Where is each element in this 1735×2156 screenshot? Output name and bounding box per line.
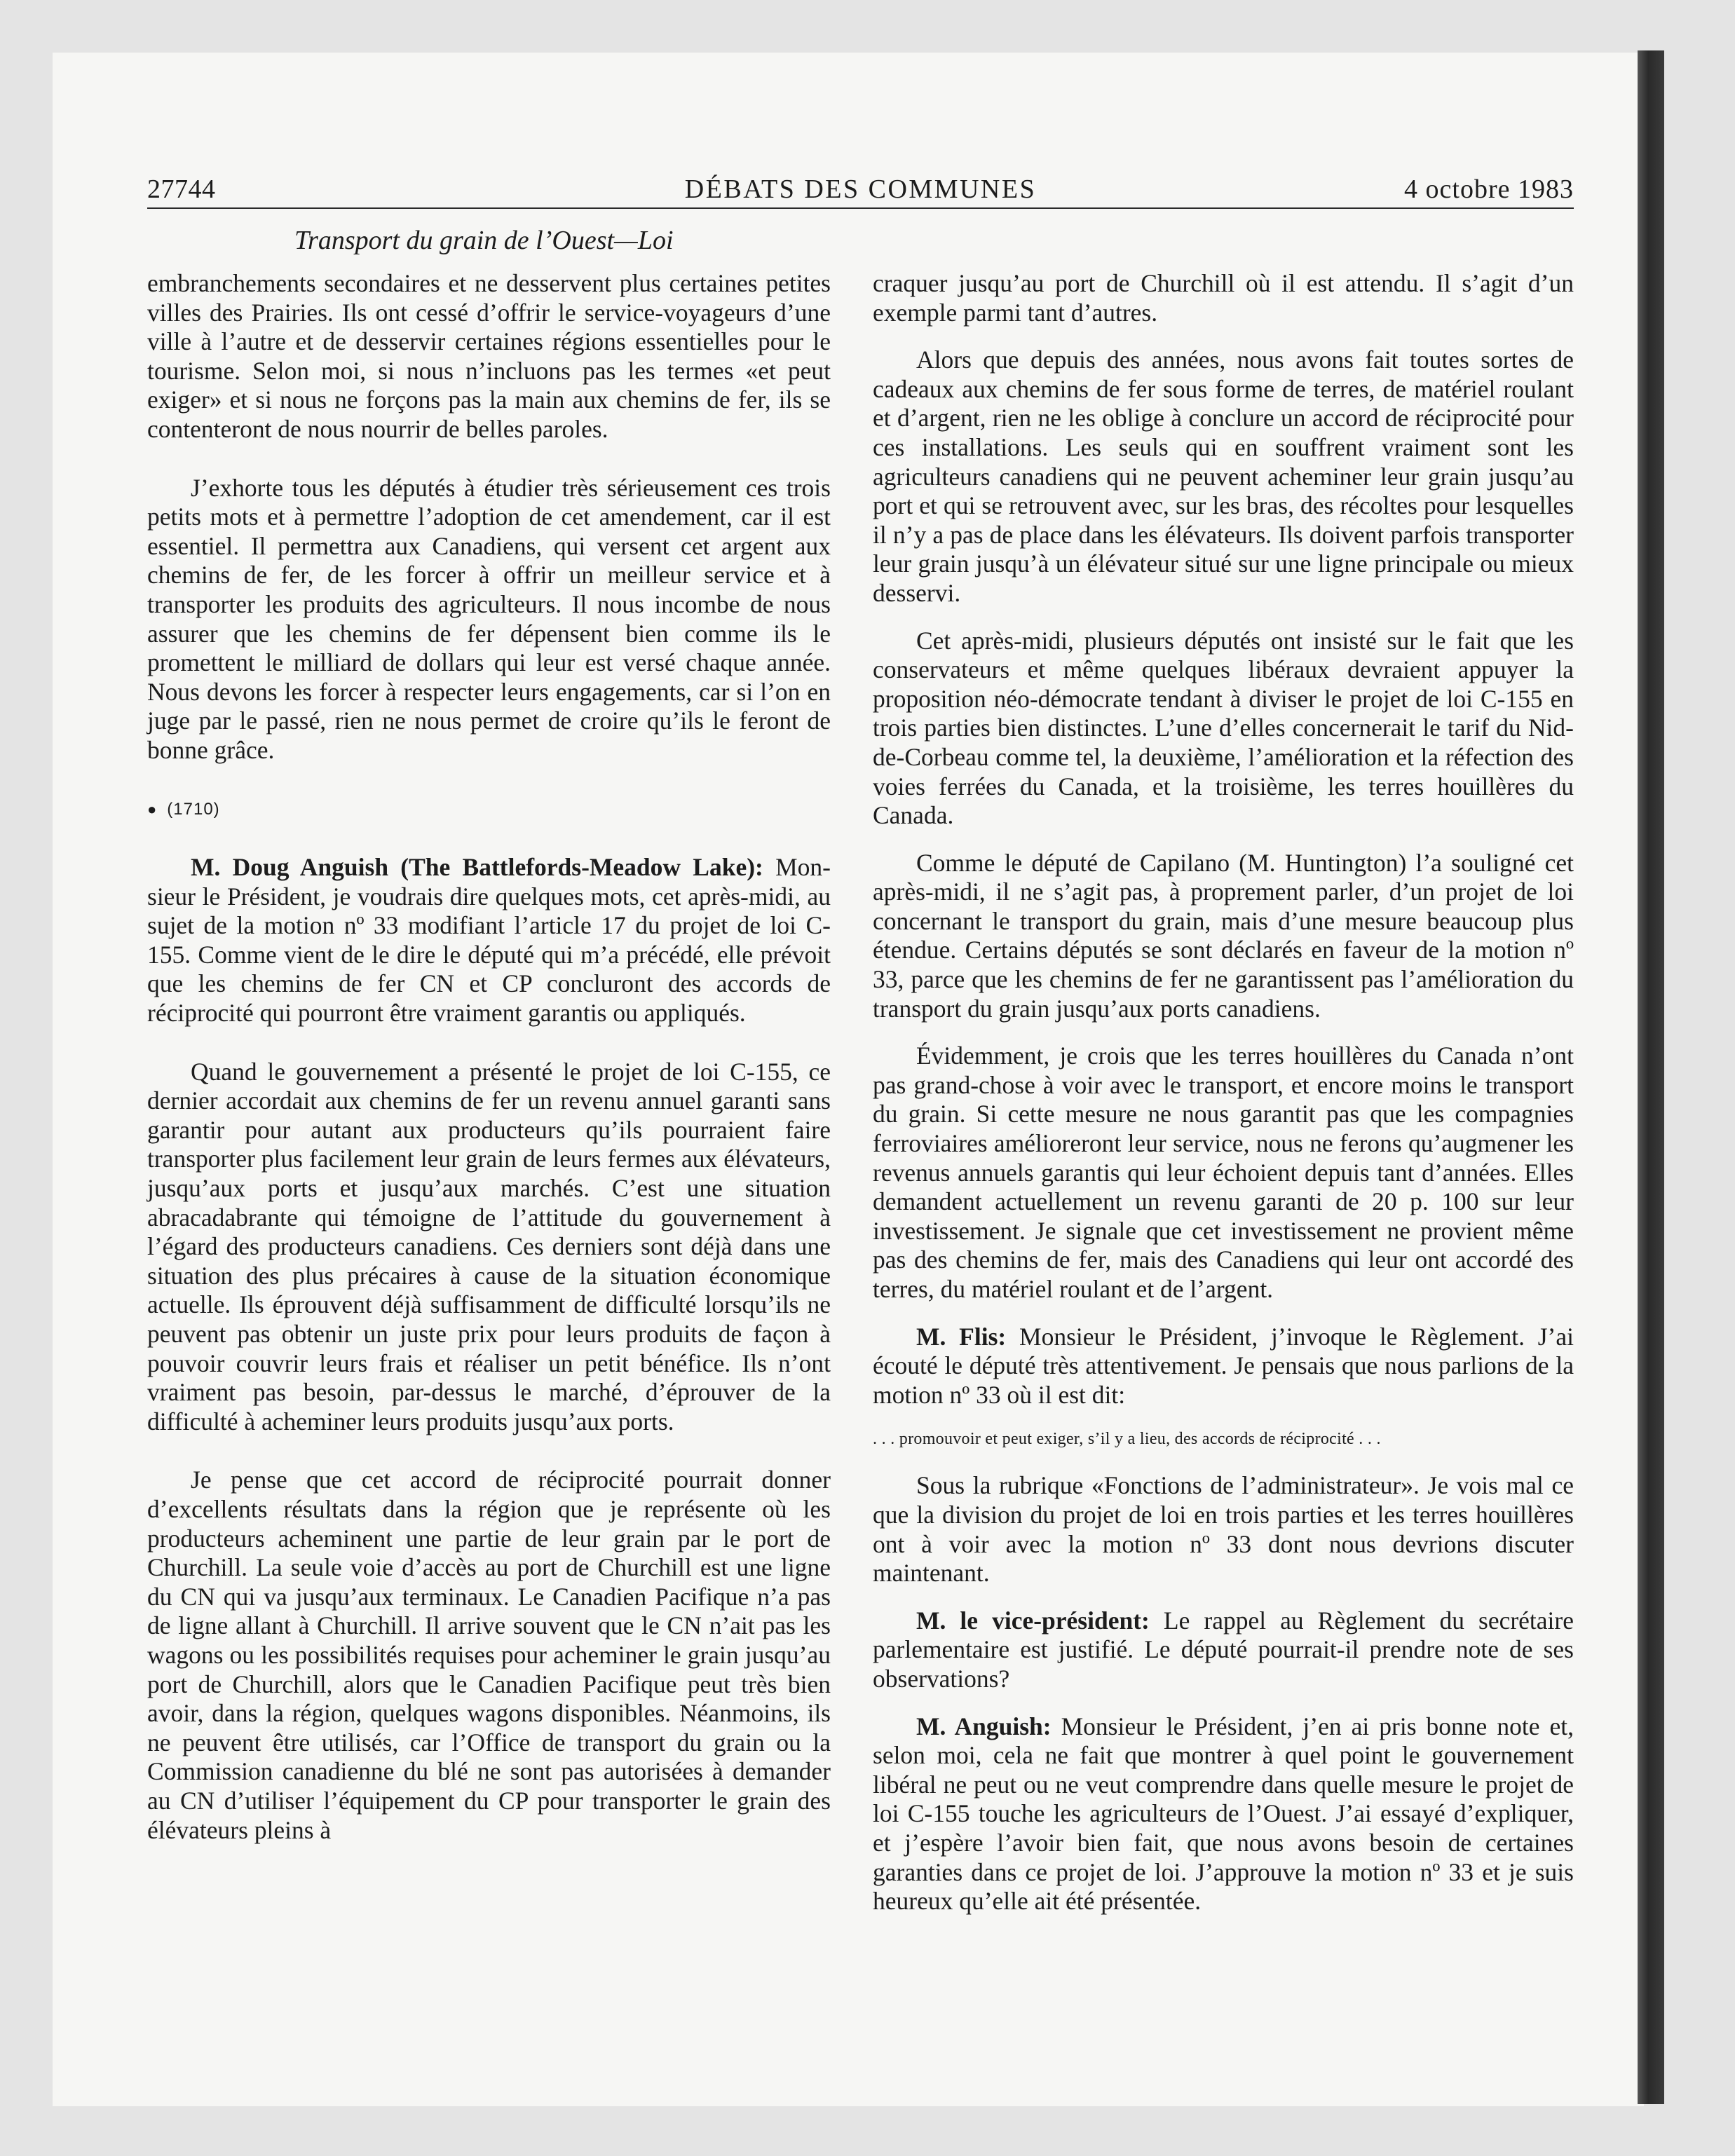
left-column	[147, 269, 831, 1845]
speech-paragraph	[873, 1323, 1574, 1410]
speech-paragraph	[873, 1712, 1574, 1916]
right-column	[873, 269, 1574, 1916]
time-marker	[147, 795, 831, 824]
speech-text: Monsieur le Président, j’invoque le Règlement. J’ai écouté le député très attentivement. Je pensais que nous parlions de la motion nº 33 où il est dit:	[873, 1322, 1574, 1409]
speech-paragraph	[147, 853, 831, 1028]
bullet-icon: ●	[147, 800, 158, 818]
scan-edge-shadow	[1638, 50, 1664, 2104]
running-header	[147, 171, 1574, 209]
paragraph: Je pense que cet accord de réciprocité pourrait donner d’excellents résultats dans la région que je représente où les producteurs acheminent une partie de leur grain par le port de Churchill. La seule voie d’accès au port de Churchill est une ligne du CN qui va jusqu’aux terminaux. Le Canadien Pacifique n’a pas de ligne allant à Churchill. Il arrive souvent que le CN n’ait pas les wagons ou les possibilités requises pour acheminer le grain jusqu’au port de Churchill, alors que le Canadien Pacifique peut très bien avoir, dans la région, quelques wagons disponibles. Néanmoins, ils ne peuvent être utilisés, car l’Office de transport du grain ou la Commission canadienne du blé ne sont pas autorisées à demander au CN d’utiliser l’équipement du CP pour transporter le grain des élévateurs pleins à	[147, 1466, 831, 1844]
paragraph: Évidemment, je crois que les terres houillères du Canada n’ont pas grand-chose à voir avec le transport, et encore moins le transport du grain. Si cette mesure ne nous garantit pas que les compagnies ferroviaires amélioreront leur service, nous ne ferons qu’augmener les revenus annuels garantis qui leur échoient depuis tant d’années. Elles demandent actuellement un revenu garanti de 20 p. 100 sur leur investissement. Je signale que cet investissement ne provient même pas des chemins de fer, mais des Canadiens qui leur ont accordé des terres, du matériel roulant et de l’argent.	[873, 1042, 1574, 1303]
time-marker-label: (1710)	[167, 799, 220, 819]
quotation: . . . promouvoir et peut exiger, s’il y a lieu, des accords de réciprocité . . .	[873, 1430, 1381, 1449]
paragraph: embranchements secondaires et ne desservent plus certaines petites villes des Prairies. Ils ont cessé d’offrir le service-voyageurs d’une ville à l’autre et de desservir certaines régions essentielles pour le tourisme. Selon moi, si nous n’incluons pas les termes «et peut exiger» et si nous ne forçons pas la main aux chemins de fer, ils se contenteront de nous nourrir de belles paroles.	[147, 269, 831, 443]
speaker-name: M. Anguish:	[916, 1712, 1052, 1740]
speech-text: Le rappel au Règlement du secrétaire parlementaire est justifié. Le député pourrait-il prendre note de ses observations?	[873, 1606, 1574, 1693]
paragraph: Alors que depuis des années, nous avons fait toutes sortes de cadeaux aux chemins de fer sous forme de terres, de matériel roulant et d’argent, rien ne les oblige à conclure un accord de réciprocité pour ces installations. Les seuls qui en souffrent vraiment sont les agriculteurs canadiens qui ne peuvent acheminer leur grain jusqu’au port et qui se retrouvent avec, sur les bras, des récoltes pour lesquelles il n’y a pas de place dans les élévateurs. Ils doivent parfois transporter leur grain jusqu’à un élévateur situé sur une ligne principale ou mieux desservi.	[873, 346, 1574, 607]
paragraph: Comme le député de Capilano (M. Huntington) l’a souligné cet après-midi, il ne s’agit pas, à proprement parler, d’un projet de loi concernant le transport du grain, mais d’une mesure beaucoup plus étendue. Certains députés se sont déclarés en faveur de la motion nº 33, parce que les chemins de fer ne garantissent pas l’amélioration du transport du grain jusqu’aux ports canadiens.	[873, 848, 1574, 1023]
section-subheader: Transport du grain de l’Ouest—Loi	[294, 226, 674, 255]
paragraph: Sous la rubrique «Fonctions de l’administrateur». Je vois mal ce que la division du projet de loi en trois parties et les terres houillères ont à voir avec la motion nº 33 dont nous devrions discuter maintenant.	[873, 1471, 1574, 1588]
speech-text: Monsieur le Président, je voudrais dire quelques mots, cet après-midi, au sujet de la motion nº 33 modifiant l’article 17 du projet de loi C-155. Comme vient de le dire le député qui m’a précédé, elle prévoit que les chemins de fer CN et CP concluront des accords de réciprocité qui pourront être vraiment garantis ou appliqués.	[147, 853, 831, 1028]
page-number: 27744	[147, 175, 216, 204]
paragraph: Cet après-midi, plusieurs députés ont insisté sur le fait que les conservateurs et même quelques libéraux devraient appuyer la proposition néo-démocrate tendant à diviser le projet de loi C-155 en trois parties bien distinctes. L’une d’elles concernerait le tarif du Nid-de-Corbeau comme tel, la deuxième, l’amélioration et la réfection des voies ferrées du Canada, et la troisième, les terres houillères du Canada.	[873, 626, 1574, 830]
paragraph: J’exhorte tous les députés à étudier très sérieusement ces trois petits mots et à permettre l’adoption de cet amendement, car il est essentiel. Il permettra aux Canadiens, qui versent cet argent aux chemins de fer, de les forcer à offrir un meilleur service et à transporter les produits des agriculteurs. Il nous incombe de nous assurer que les chemins de fer dépensent bien comme ils le promettent le milliard de dollars qui leur est versé chaque année. Nous devons les forcer à respecter leurs engagements, car si l’on en juge par le passé, rien ne nous permet de croire qu’ils le feront de bonne grâce.	[147, 473, 831, 764]
speaker-name: M. le vice-président:	[916, 1606, 1150, 1635]
speaker-name: M. Doug Anguish (The Battlefords-Meadow Lake):	[191, 853, 763, 882]
speech-text: Monsieur le Président, j’en ai pris bonne note et, selon moi, cela ne fait que montrer à quel point le gouvernement libéral ne peut ou ne veut comprendre dans quelle mesure le projet de loi C-155 touche les agriculteurs de l’Ouest. J’ai essayé d’expliquer, et j’espère l’avoir bien fait, que nous avons besoin de certaines garanties dans ce projet de loi. J’approuve la motion nº 33 et je suis heureux qu’elle ait été présentée.	[873, 1712, 1574, 1916]
speaker-name: M. Flis:	[916, 1322, 1007, 1351]
paragraph: Quand le gouvernement a présenté le projet de loi C-155, ce dernier accordait aux chemins de fer un revenu annuel garanti sans garantir pour autant aux producteurs qu’ils pourraient faire transporter plus facilement leur grain de leurs fermes aux élévateurs, jusqu’aux ports et jusqu’aux marchés. C’est une situation abracadabrante qui témoigne de l’attitude du gouvernement à l’égard des producteurs canadiens. Ces derniers sont déjà dans une situation des plus précaires à cause de la situation économique actuelle. Ils éprouvent déjà suffisamment de difficulté lorsqu’ils ne peuvent pas obtenir un juste prix pour leurs produits de façon à pouvoir couvrir leurs frais et réaliser un petit bénéfice. Ils n’ont vraiment pas besoin, par-dessus le marché, d’éprouver de la difficulté à acheminer leurs produits jusqu’aux ports.	[147, 1057, 831, 1435]
publication-date: 4 octobre 1983	[1404, 175, 1574, 204]
speech-paragraph	[873, 1606, 1574, 1694]
publication-title: DÉBATS DES COMMUNES	[684, 175, 1037, 204]
paragraph: craquer jusqu’au port de Churchill où il est attendu. Il s’agit d’un exemple parmi tant d’autres.	[873, 269, 1574, 327]
